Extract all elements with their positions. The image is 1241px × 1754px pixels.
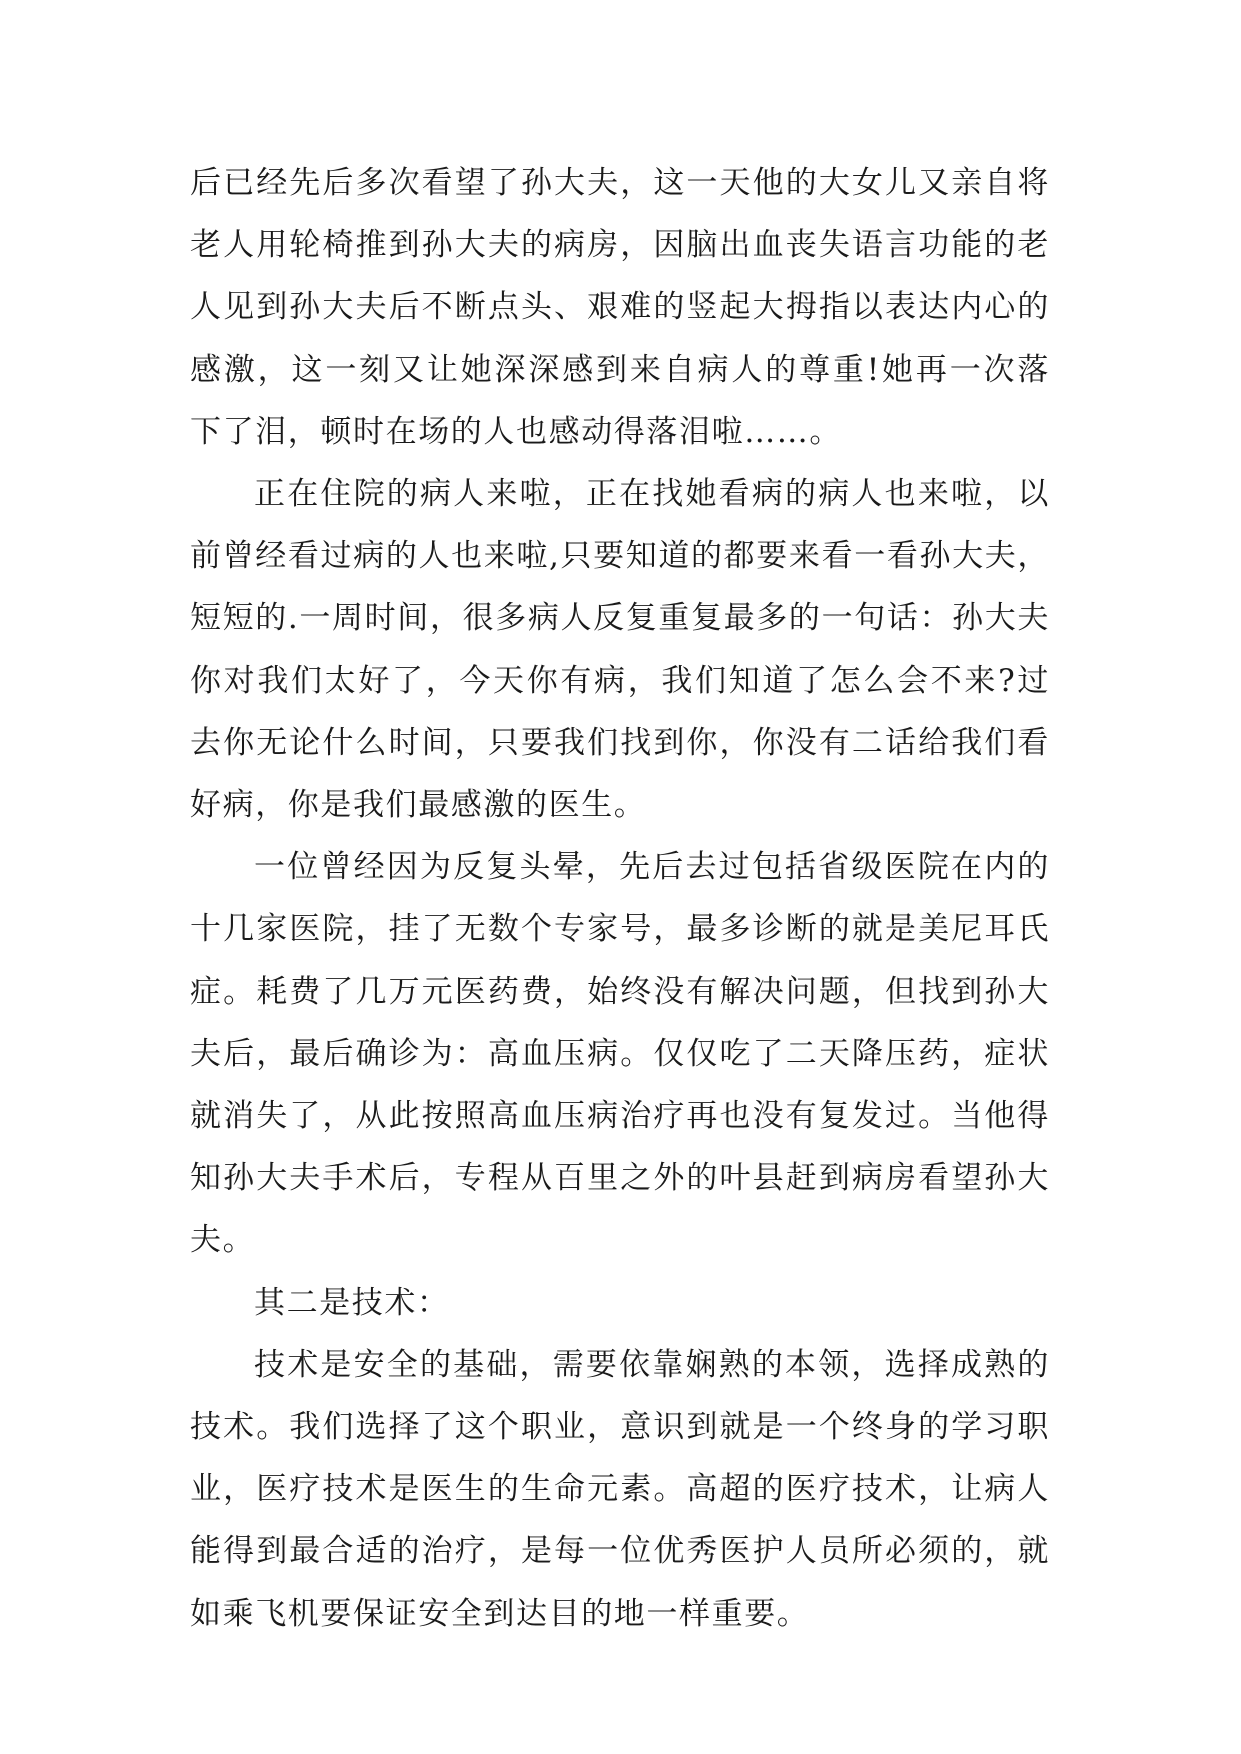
document-body — [190, 152, 1050, 1645]
paragraph: 正在住院的病人来啦，正在找她看病的病人也来啦，以前曾经看过病的人也来啦,只要知道的都要来看一看孙大夫，短短的.一周时间，很多病人反复重复最多的一句话：孙大夫你对我们太好了，今天你有病，我们知道了怎么会不来?过去你无论什么时间，只要我们找到你，你没有二话给我们看好病，你是我们最感激的医生。 — [190, 476, 1050, 824]
paragraph-continuation: 后已经先后多次看望了孙大夫，这一天他的大女儿又亲自将老人用轮椅推到孙大夫的病房，因脑出血丧失语言功能的老人见到孙大夫后不断点头、艰难的竖起大拇指以表达内心的感激，这一刻又让她深深感到来自病人的尊重!她再一次落下了泪，顿时在场的人也感动得落泪啦……。 — [190, 165, 1050, 450]
paragraph: 一位曾经因为反复头晕，先后去过包括省级医院在内的十几家医院，挂了无数个专家号，最多诊断的就是美尼耳氏症。耗费了几万元医药费，始终没有解决问题，但找到孙大夫后，最后确诊为：高血压病。仅仅吃了二天降压药，症状就消失了，从此按照高血压病治疗再也没有复发过。当他得知孙大夫手术后，专程从百里之外的叶县赶到病房看望孙大夫。 — [190, 849, 1050, 1259]
paragraph: 技术是安全的基础，需要依靠娴熟的本领，选择成熟的技术。我们选择了这个职业，意识到就是一个终身的学习职业，医疗技术是医生的生命元素。高超的医疗技术，让病人能得到最合适的治疗，是每一位优秀医护人员所必须的，就如乘飞机要保证安全到达目的地一样重要。 — [190, 1346, 1050, 1632]
section-heading: 其二是技术： — [254, 1284, 450, 1321]
